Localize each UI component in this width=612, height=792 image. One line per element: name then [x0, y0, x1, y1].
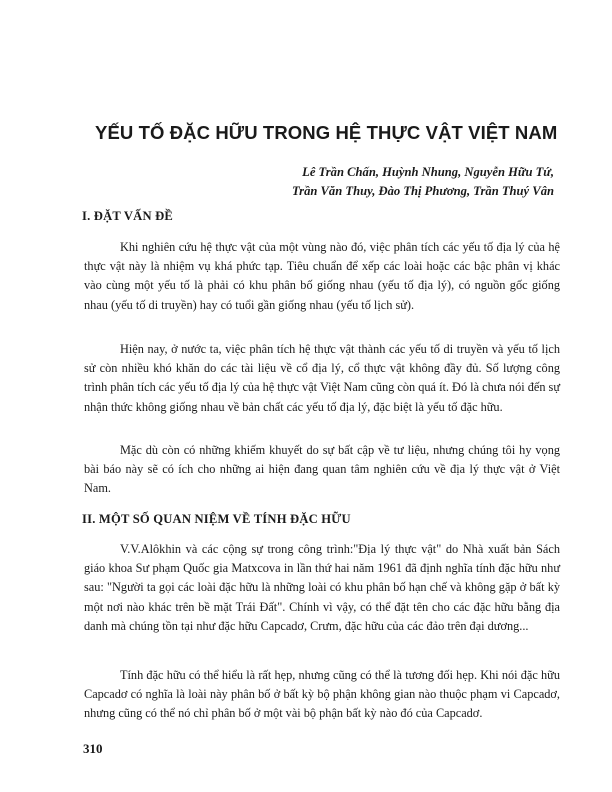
author-list	[134, 163, 554, 201]
page-number: 310	[83, 741, 103, 756]
paragraph-3: Mặc dù còn có những khiếm khuyết do sự bất cập về tư liệu, nhưng chúng tôi hy vọng bài báo này sẽ có ích cho những ai hiện đang quan tâm nghiên cứu về địa lý thực vật ở Việt Nam.	[84, 443, 560, 496]
section-heading-1: I. ĐẶT VẤN ĐỀ	[82, 209, 174, 223]
paragraph-1: Khi nghiên cứu hệ thực vật của một vùng nào đó, việc phân tích các yếu tố địa lý của hệ thực vật này là nhiệm vụ khá phức tạp. Tiêu chuẩn để xếp các loài hoặc các bậc phân vị khác vào cùng một yếu tố là phải có khu phân bố giống nhau (yếu tố địa lý), có nguồn gốc giống nhau (yếu tố di truyền) hay có tuổi gần giống nhau (yếu tố lịch sử).	[84, 240, 560, 312]
paragraph-5: Tính đặc hữu có thể hiểu là rất hẹp, nhưng cũng có thể là tương đối hẹp. Khi nói đặc hữu Capcadơ có nghĩa là loài này phân bố ở bất kỳ bộ phận không gian nào thuộc phạm vi Capcadơ, nhưng cũng có thể nó chỉ phân bố ở một vài bộ phận bất kỳ nào đó của Capcadơ.	[84, 668, 560, 721]
author-line-2: Trần Văn Thuy, Đào Thị Phương, Trần Thuý Vân	[291, 184, 554, 198]
author-line-1: Lê Trần Chấn, Huỳnh Nhung, Nguyễn Hữu Tứ,	[302, 165, 554, 179]
paper-title: YẾU TỐ ĐẶC HỮU TRONG HỆ THỰC VẬT VIỆT NAM	[95, 122, 558, 143]
paragraph-4: V.V.Alôkhin và các cộng sự trong công trình:"Địa lý thực vật" do Nhà xuất bản Sách giáo khoa Sư phạm Quốc gia Matxcova in lần thứ hai năm 1961 đã định nghĩa tính đặc hữu như sau: "Người ta gọi các loài đặc hữu là những loài có khu phân bố hạn chế và không gặp ở bất kỳ một nơi nào khác trên bề mặt Trái Đất". Chính vì vậy, có thể đặt tên cho các đặc hữu bằng địa danh mà chúng tồn tại như đặc hữu Capcadơ, Crưm, đặc hữu của các đảo trên đại dương...	[84, 542, 560, 633]
paragraph-2: Hiện nay, ở nước ta, việc phân tích hệ thực vật thành các yếu tố di truyền và yếu tố lịch sử còn nhiều khó khăn do các tài liệu về cổ địa lý, cổ thực vật không đầy đủ. Số lượng công trình phân tích các yếu tố địa lý của hệ thực vật Việt Nam cũng còn quá ít. Đó là chưa nói đến sự nhận thức không giống nhau về bản chất các yếu tố địa lý, đặc biệt là yếu tố đặc hữu.	[84, 342, 560, 414]
section-heading-2: II. MỘT SỐ QUAN NIỆM VỀ TÍNH ĐẶC HỮU	[82, 512, 351, 526]
